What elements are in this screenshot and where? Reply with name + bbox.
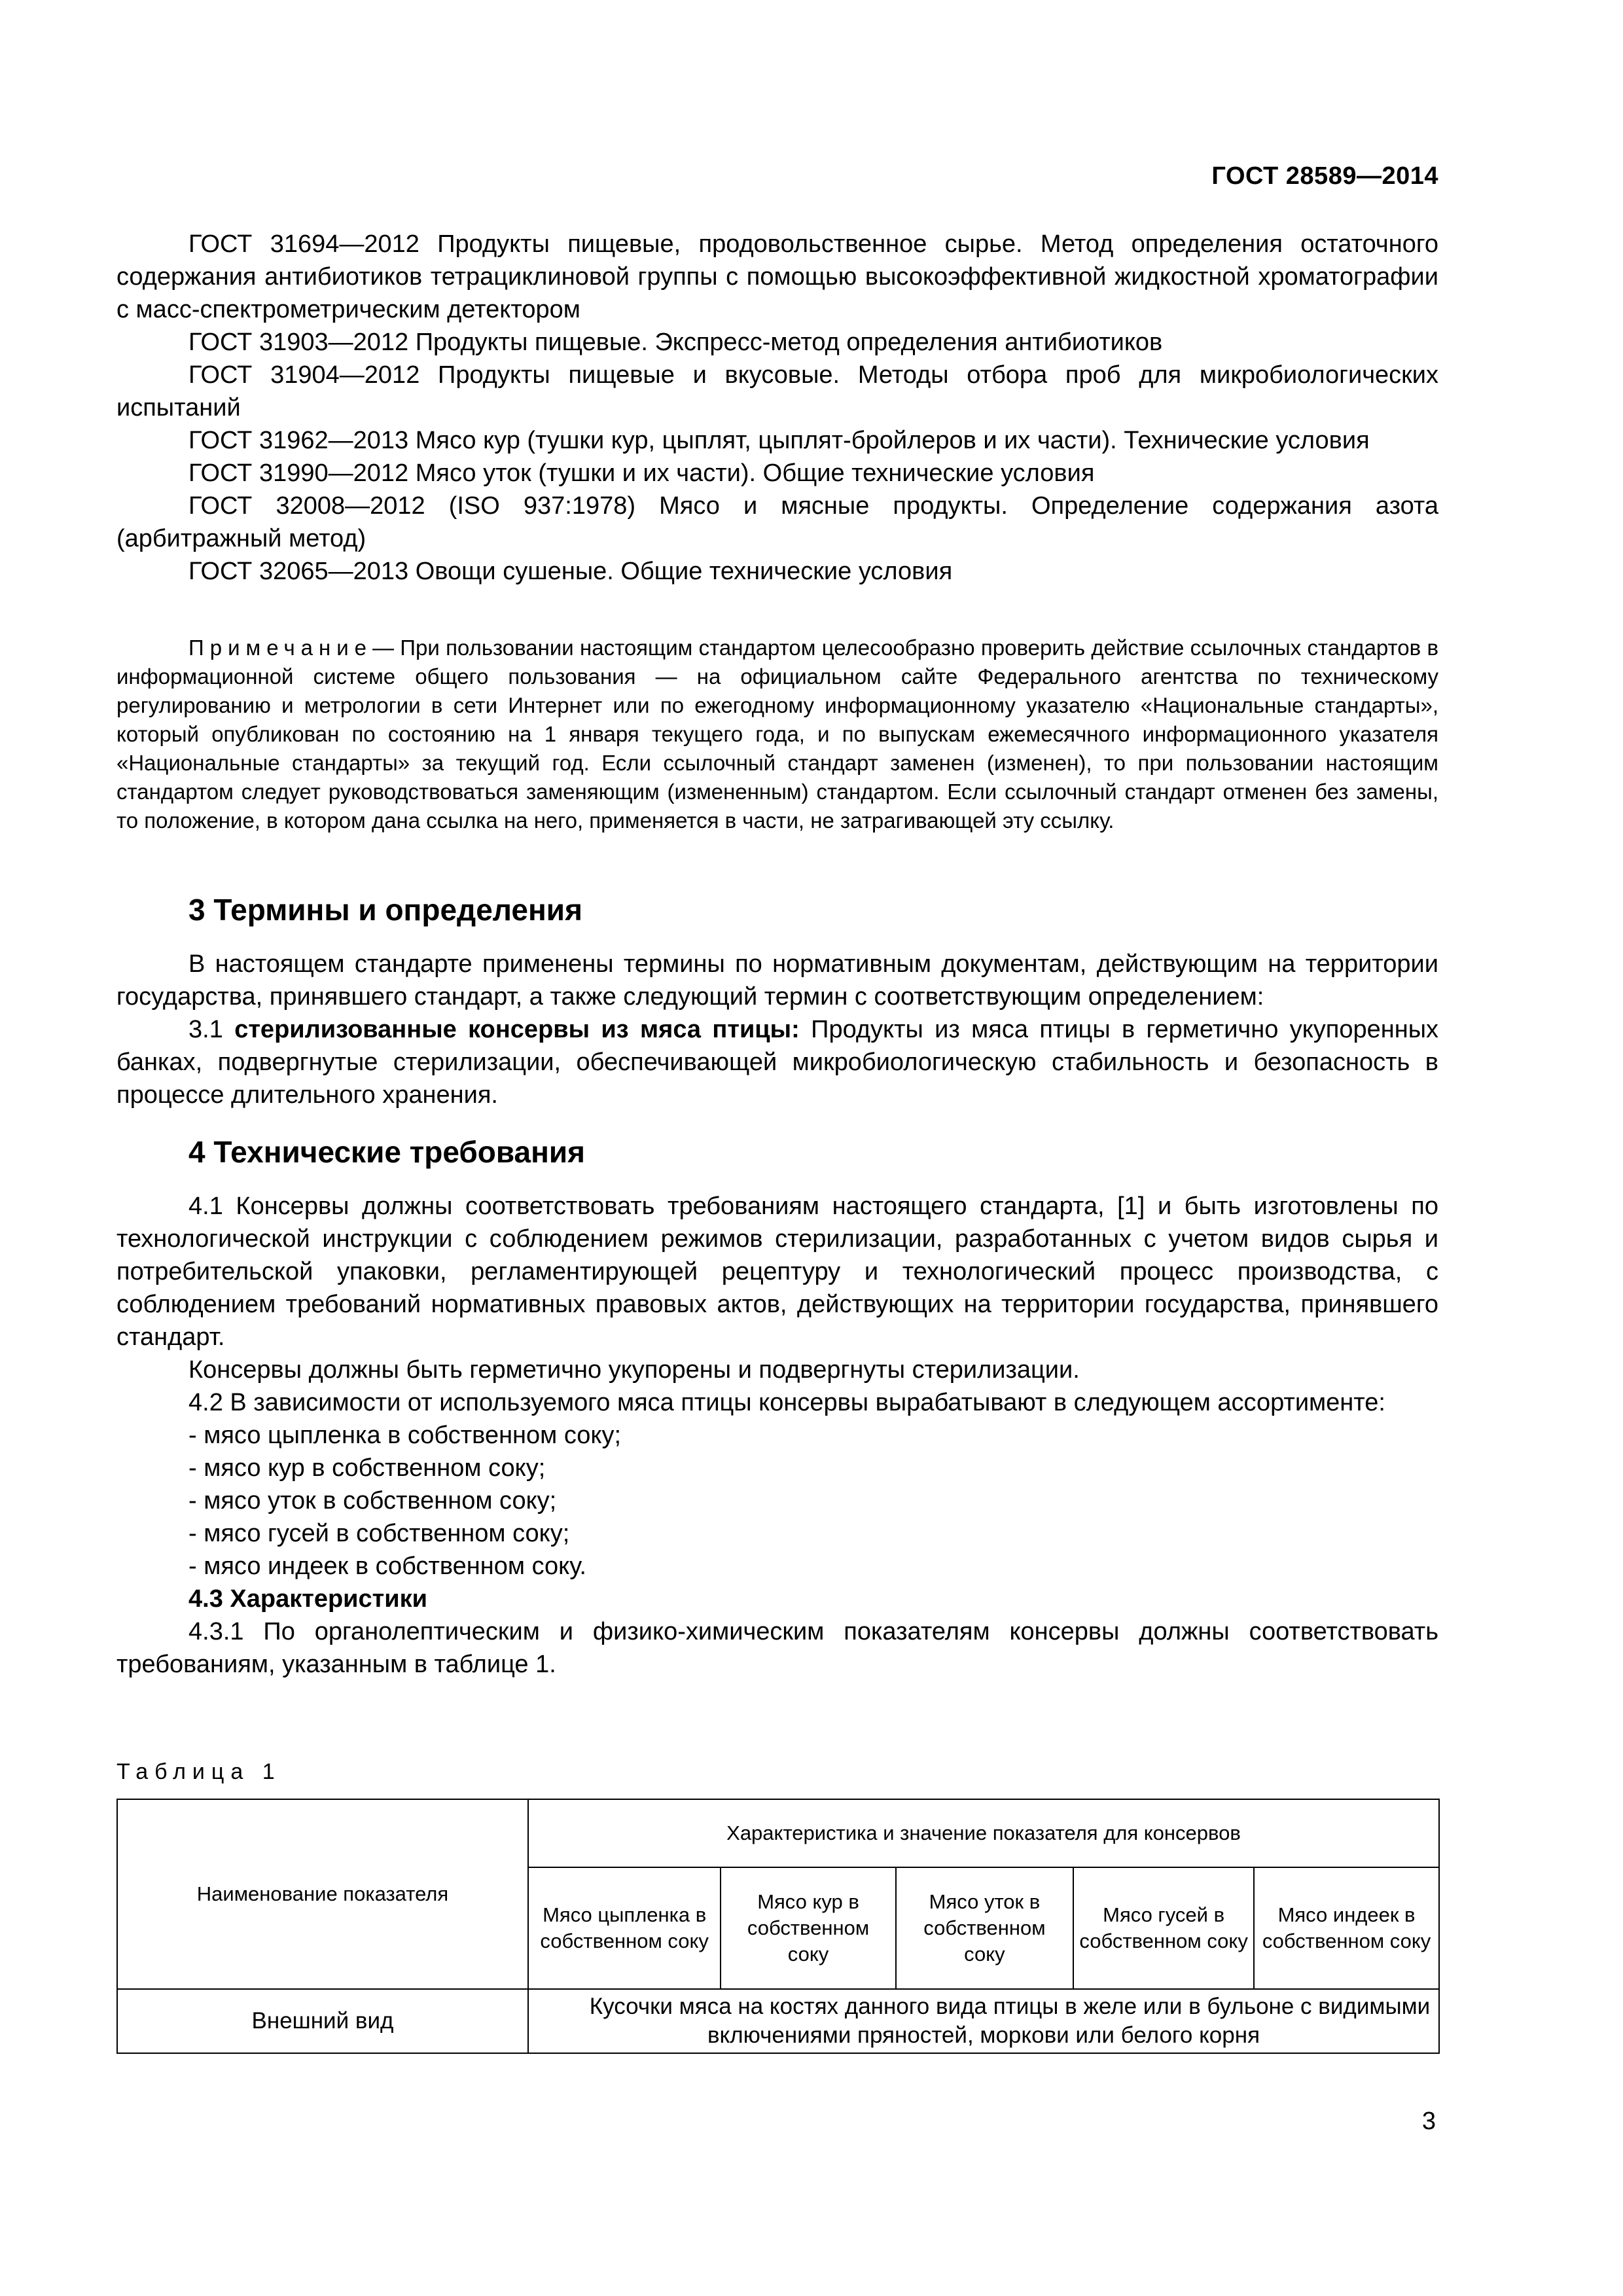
- column-header: Мясо кур в собственном соку: [721, 1867, 895, 1989]
- section-3-title: 3 Термины и определения: [188, 893, 582, 927]
- reference-item: ГОСТ 31694—2012 Продукты пищевые, продовольственное сырье. Метод определения остаточного содержания антибиотиков тетрациклиновой группы с помощью высокоэффективной жидкостной хроматографии с масс-спектрометрическим детектором: [116, 230, 1438, 323]
- list-item: - мясо индеек в собственном соку.: [188, 1552, 586, 1580]
- column-header: Мясо цыпленка в собственном соку: [528, 1867, 721, 1989]
- section-3-body: [116, 948, 1438, 1111]
- column-header: Мясо уток в собственном соку: [896, 1867, 1073, 1989]
- note-text: — При пользовании настоящим стандартом целесообразно проверить действие ссылочных стандартов в информационной системе общего пользования — на официальном сайте Федерального агентства по техническому регулированию и метрологии в сети Интернет или по ежегодному информационному указателю «Национальные стандарты», который опубликован по состоянию на 1 января текущего года, и по выпускам ежемесячного информационного указателя «Национальные стандарты» за текущий год. Если ссылочный стандарт заменен (изменен), то при пользовании настоящим стандартом следует руководствоваться заменяющим (измененным) стандартом. Если ссылочный стандарт отменен без замены, то положение, в котором дана ссылка на него, применяется в части, не затрагивающей эту ссылку.: [116, 636, 1438, 833]
- section-4-body: [116, 1190, 1438, 1681]
- list-item: - мясо цыпленка в собственном соку;: [188, 1422, 622, 1449]
- table-caption: Таблица 1: [116, 1759, 281, 1784]
- paragraph-4-2: 4.2 В зависимости от используемого мяса птицы консервы вырабатывают в следующем ассортименте:: [188, 1389, 1385, 1416]
- table-cell-indicator: Внешний вид: [117, 1989, 528, 2053]
- table-cell-value: Кусочки мяса на костях данного вида птицы в желе или в бульоне с видимыми включениями пряностей, моркови или белого корня: [528, 1989, 1439, 2053]
- paragraph-sealing: Консервы должны быть герметично укупорены и подвергнуты стерилизации.: [188, 1356, 1080, 1384]
- reference-item: ГОСТ 31962—2013 Мясо кур (тушки кур, цыплят, цыплят-бройлеров и их части). Технические условия: [188, 427, 1370, 454]
- column-group-header: Характеристика и значение показателя для консервов: [528, 1799, 1439, 1867]
- table-row: [117, 1989, 1439, 2053]
- reference-item: ГОСТ 31904—2012 Продукты пищевые и вкусовые. Методы отбора проб для микробиологических испытаний: [116, 361, 1438, 422]
- note-paragraph: [116, 634, 1438, 835]
- reference-item: ГОСТ 31990—2012 Мясо уток (тушки и их части). Общие технические условия: [188, 459, 1095, 487]
- column-header: Мясо индеек в собственном соку: [1254, 1867, 1439, 1989]
- paragraph-4-1: 4.1 Консервы должны соответствовать требованиям настоящего стандарта, [1] и быть изготовлены по технологической инструкции с соблюдением режимов стерилизации, разработанных с учетом видов сырья и потребительской упаковки, регламентирующей рецептуру и технологический процесс производства, с соблюдением требований нормативных правовых актов, действующих на территории государства, принявшего стандарт.: [116, 1193, 1438, 1351]
- references-list: [116, 228, 1438, 588]
- term-number: 3.1: [188, 1016, 223, 1043]
- term-name: стерилизованные консервы из мяса птицы:: [234, 1016, 800, 1043]
- reference-item: ГОСТ 32008—2012 (ISO 937:1978) Мясо и мясные продукты. Определение содержания азота (арбитражный метод): [116, 492, 1438, 552]
- list-item: - мясо кур в собственном соку;: [188, 1454, 546, 1482]
- page-number: 3: [1421, 2108, 1436, 2135]
- list-item: - мясо уток в собственном соку;: [188, 1487, 557, 1515]
- paragraph-4-3-1: 4.3.1 По органолептическим и физико-химическим показателям консервы должны соответствовать требованиям, указанным в таблице 1.: [116, 1618, 1438, 1678]
- list-item: - мясо гусей в собственном соку;: [188, 1520, 570, 1547]
- term-definition-text: Продукты из мяса птицы в герметично укупоренных банках, подвергнутые стерилизации, обеспечивающей микробиологическую стабильность и безопасность в процессе длительного хранения.: [116, 1016, 1439, 1109]
- table-1: [116, 1799, 1440, 2054]
- reference-item: ГОСТ 32065—2013 Овощи сушеные. Общие технические условия: [188, 558, 953, 585]
- term-definition: [116, 1013, 1438, 1111]
- note-label: Примечание: [188, 636, 373, 660]
- section-3-intro: В настоящем стандарте применены термины по нормативным документам, действующим на территории государства, принявшего стандарт, а также следующий термин с соответствующим определением:: [116, 950, 1438, 1011]
- reference-item: ГОСТ 31903—2012 Продукты пищевые. Экспресс-метод определения антибиотиков: [188, 329, 1163, 356]
- document-code: ГОСТ 28589—2014: [1211, 162, 1438, 190]
- table-header-row: [117, 1799, 1439, 1867]
- column-header: Мясо гусей в собственном соку: [1073, 1867, 1254, 1989]
- column-header-indicator: Наименование показателя: [117, 1799, 528, 1989]
- subsection-4-3-title: 4.3 Характеристики: [188, 1585, 428, 1613]
- section-4-title: 4 Технические требования: [188, 1135, 585, 1169]
